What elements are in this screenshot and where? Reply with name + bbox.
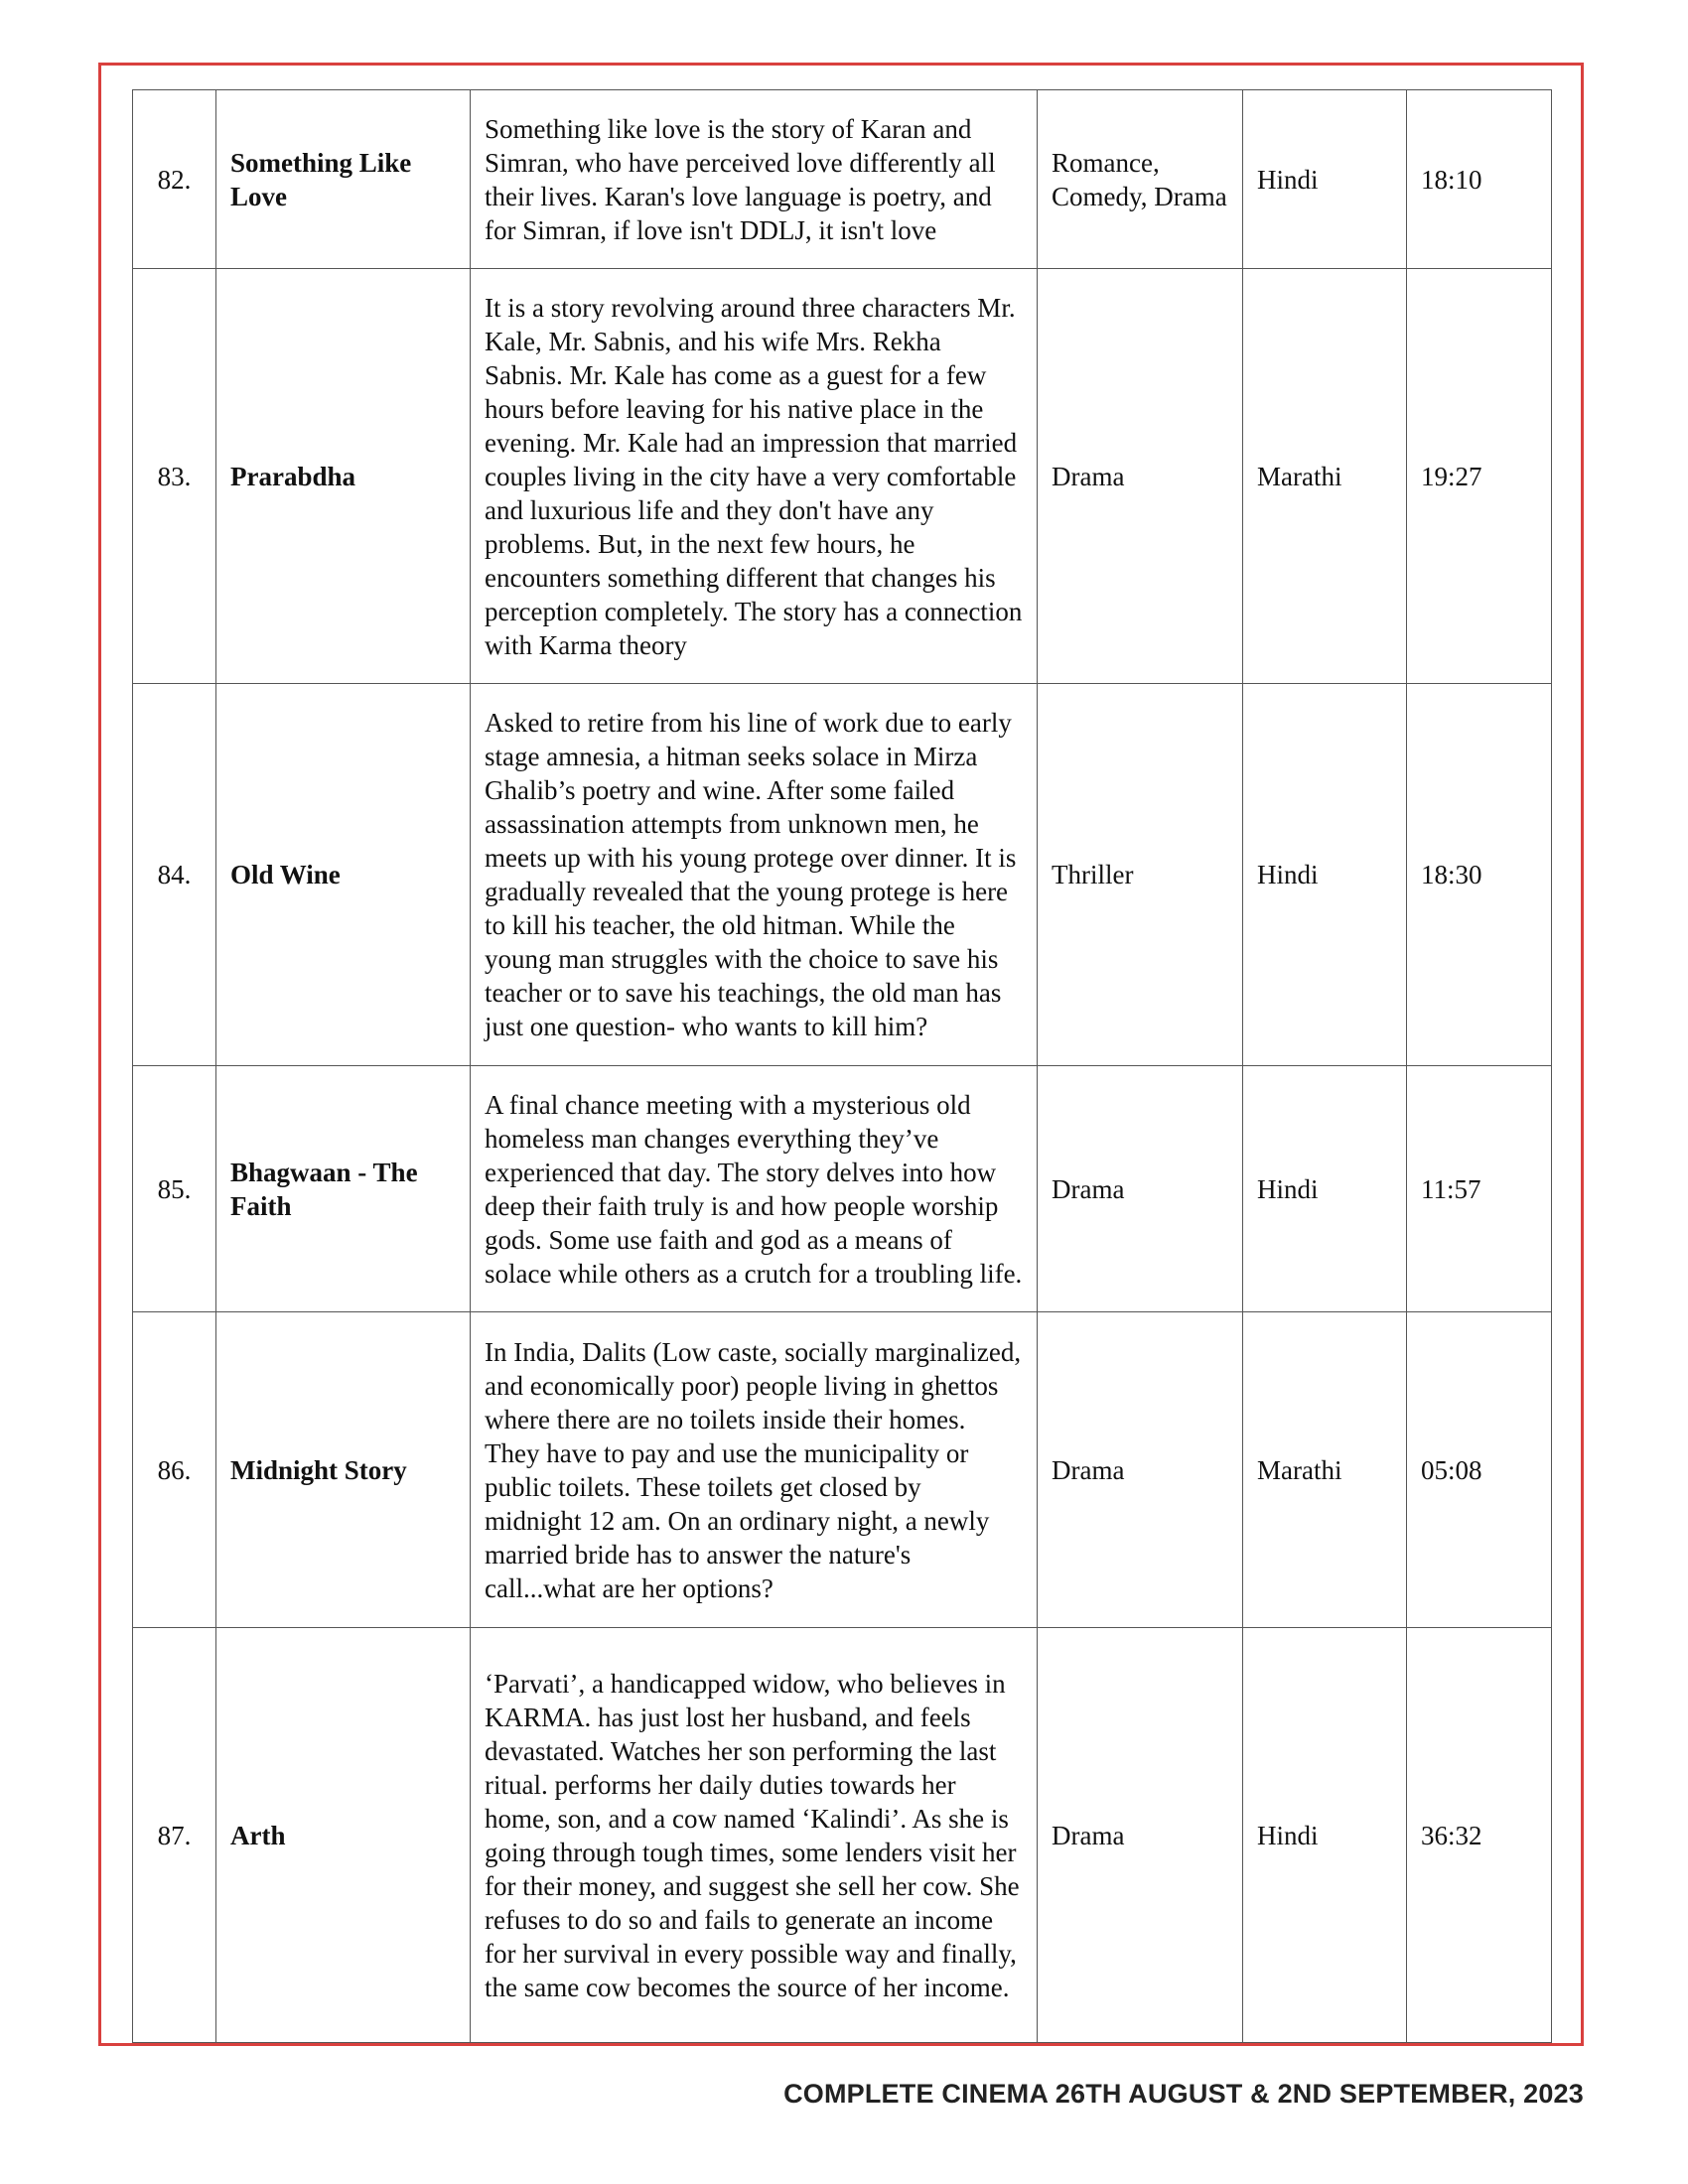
film-table xyxy=(132,89,1552,2043)
film-genre: Thriller xyxy=(1038,684,1243,1066)
table-row xyxy=(133,1312,1552,1628)
film-duration: 36:32 xyxy=(1407,1628,1552,2043)
film-language: Hindi xyxy=(1243,684,1407,1066)
film-title: Bhagwaan - The Faith xyxy=(216,1066,471,1312)
film-language: Hindi xyxy=(1243,90,1407,269)
film-number: 85. xyxy=(133,1066,216,1312)
film-duration: 05:08 xyxy=(1407,1312,1552,1628)
table-row xyxy=(133,684,1552,1066)
film-synopsis: Something like love is the story of Karan and Simran, who have perceived love differently all their lives. Karan's love language is poetry, and for Simran, if love isn't DDLJ, it isn't love xyxy=(471,90,1038,269)
film-language: Hindi xyxy=(1243,1628,1407,2043)
film-title: Something Like Love xyxy=(216,90,471,269)
film-language: Marathi xyxy=(1243,1312,1407,1628)
film-synopsis: In India, Dalits (Low caste, socially marginalized, and economically poor) people living in ghettos where there are no toilets inside their homes. They have to pay and use the municipality or public toilets. These toilets get closed by midnight 12 am. On an ordinary night, a newly married bride has to answer the nature's call...what are her options? xyxy=(471,1312,1038,1628)
film-number: 84. xyxy=(133,684,216,1066)
film-number: 82. xyxy=(133,90,216,269)
film-genre: Drama xyxy=(1038,269,1243,684)
film-title: Old Wine xyxy=(216,684,471,1066)
film-language: Marathi xyxy=(1243,269,1407,684)
film-duration: 11:57 xyxy=(1407,1066,1552,1312)
film-duration: 18:10 xyxy=(1407,90,1552,269)
film-synopsis: ‘Parvati’, a handicapped widow, who believes in KARMA. has just lost her husband, and feels devastated. Watches her son performing the last ritual. performs her daily duties towards her home, son, and a cow named ‘Kalindi’. As she is going through tough times, some lenders visit her for their money, and suggest she sell her cow. She refuses to do so and fails to generate an income for her survival in every possible way and finally, the same cow becomes the source of her income. xyxy=(471,1628,1038,2043)
table-row xyxy=(133,90,1552,269)
film-number: 87. xyxy=(133,1628,216,2043)
film-genre: Romance, Comedy, Drama xyxy=(1038,90,1243,269)
film-title: Midnight Story xyxy=(216,1312,471,1628)
film-synopsis: Asked to retire from his line of work due to early stage amnesia, a hitman seeks solace in Mirza Ghalib’s poetry and wine. After some failed assassination attempts from unknown men, he meets up with his young protege over dinner. It is gradually revealed that the young protege is here to kill his teacher, the old hitman. While the young man struggles with the choice to save his teacher or to save his teachings, the old man has just one question- who wants to kill him? xyxy=(471,684,1038,1066)
film-synopsis: It is a story revolving around three characters Mr. Kale, Mr. Sabnis, and his wife Mrs. Rekha Sabnis. Mr. Kale has come as a guest for a few hours before leaving for his native place in the evening. Mr. Kale had an impression that married couples living in the city have a very comfortable and luxurious life and they don't have any problems. But, in the next few hours, he encounters something different that changes his perception completely. The story has a connection with Karma theory xyxy=(471,269,1038,684)
film-genre: Drama xyxy=(1038,1066,1243,1312)
film-language: Hindi xyxy=(1243,1066,1407,1312)
film-title: Arth xyxy=(216,1628,471,2043)
film-synopsis: A final chance meeting with a mysterious old homeless man changes everything they’ve experienced that day. The story delves into how deep their faith truly is and how people worship gods. Some use faith and god as a means of solace while others as a crutch for a troubling life. xyxy=(471,1066,1038,1312)
table-row xyxy=(133,1628,1552,2043)
table-row xyxy=(133,269,1552,684)
table-row xyxy=(133,1066,1552,1312)
film-number: 83. xyxy=(133,269,216,684)
film-title: Prarabdha xyxy=(216,269,471,684)
film-genre: Drama xyxy=(1038,1628,1243,2043)
film-number: 86. xyxy=(133,1312,216,1628)
film-duration: 19:27 xyxy=(1407,269,1552,684)
film-genre: Drama xyxy=(1038,1312,1243,1628)
page-footer: COMPLETE CINEMA 26TH AUGUST & 2ND SEPTEMBER, 2023 xyxy=(783,2079,1584,2109)
film-duration: 18:30 xyxy=(1407,684,1552,1066)
